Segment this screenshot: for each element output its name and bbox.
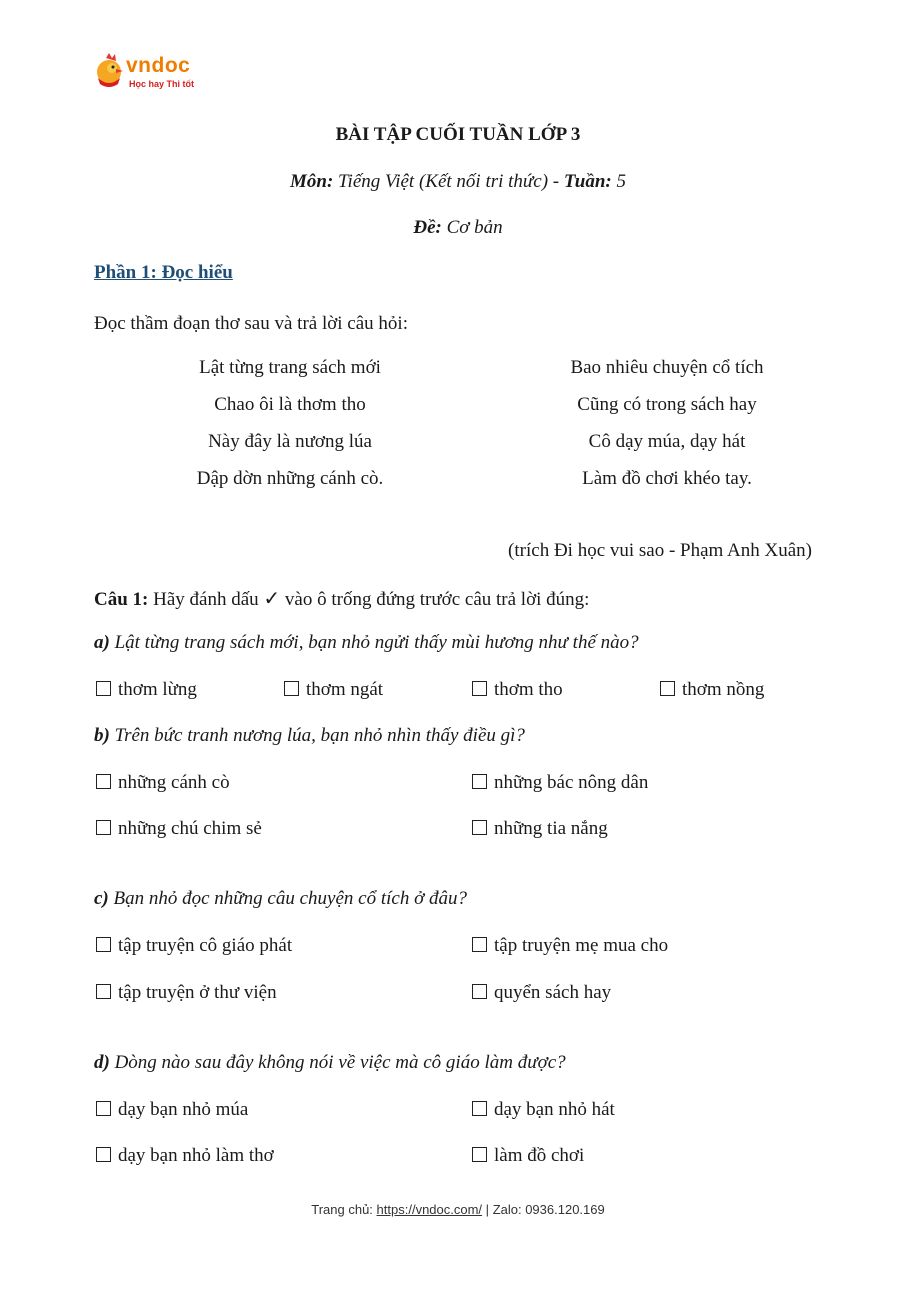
answer-option[interactable]: tập truyện mẹ mua cho (472, 935, 668, 957)
checkbox[interactable] (472, 1147, 487, 1162)
answer-option[interactable]: tập truyện cô giáo phát (96, 935, 292, 957)
checkbox[interactable] (472, 681, 487, 696)
answer-option[interactable]: thơm ngát (284, 679, 383, 701)
answer-option[interactable]: dạy bạn nhỏ múa (96, 1099, 248, 1121)
sub-question-b (94, 725, 525, 747)
checkbox[interactable] (96, 1147, 111, 1162)
answer-option[interactable]: dạy bạn nhỏ hát (472, 1099, 615, 1121)
page-footer (0, 1202, 916, 1217)
answer-option[interactable]: tập truyện ở thư viện (96, 982, 277, 1004)
subject-value: Tiếng Việt (Kết nối tri thức) - (338, 171, 560, 192)
answer-option[interactable]: những bác nông dân (472, 772, 648, 794)
homepage-link[interactable]: https://vndoc.com/ (376, 1202, 483, 1217)
week-value: 5 (616, 171, 626, 192)
poem-line: Lật từng trang sách mới (199, 357, 381, 378)
check-mark-icon: ✓ (263, 586, 281, 610)
sub-question-text: Bạn nhỏ đọc những câu chuyện cổ tích ở đâu? (113, 888, 467, 909)
logo-tagline: Học hay Thi tốt (129, 79, 194, 89)
sub-question-label: c) (94, 888, 109, 909)
level-value: Cơ bản (446, 217, 503, 238)
answer-option[interactable]: dạy bạn nhỏ làm thơ (96, 1145, 274, 1167)
sub-question-label: b) (94, 725, 110, 746)
footer-prefix: Trang chủ: (311, 1202, 373, 1217)
level-line (0, 217, 916, 239)
answer-option[interactable]: thơm nồng (660, 679, 764, 701)
answer-option[interactable]: quyển sách hay (472, 982, 611, 1004)
question-text-before: Hãy đánh dấu (153, 589, 259, 610)
worksheet-title: BÀI TẬP CUỐI TUẦN LỚP 3 (335, 124, 581, 145)
checkbox[interactable] (96, 820, 111, 835)
vndoc-logo (92, 52, 212, 94)
level-label: Đề: (413, 217, 442, 238)
poem-line: Chao ôi là thơm tho (214, 394, 366, 415)
checkbox[interactable] (472, 820, 487, 835)
checkbox[interactable] (96, 1101, 111, 1116)
poem-line: Cũng có trong sách hay (577, 394, 757, 415)
answer-option[interactable]: những chú chim sẻ (96, 818, 262, 840)
poem-line: Dập dờn những cánh cò. (196, 468, 384, 489)
checkbox[interactable] (660, 681, 675, 696)
sub-question-text: Lật từng trang sách mới, bạn nhỏ ngửi thấy mùi hương như thế nào? (114, 632, 639, 653)
answer-option[interactable]: thơm tho (472, 679, 563, 701)
answer-option[interactable]: thơm lừng (96, 679, 197, 701)
answer-option[interactable]: những tia nắng (472, 818, 608, 840)
sub-question-label: d) (94, 1052, 110, 1073)
sub-question-d (94, 1052, 566, 1074)
checkbox[interactable] (96, 984, 111, 999)
sub-question-text: Trên bức tranh nương lúa, bạn nhỏ nhìn thấy điều gì? (114, 725, 525, 746)
week-label: Tuần: (563, 171, 612, 192)
checkbox[interactable] (96, 774, 111, 789)
footer-separator: | (485, 1202, 490, 1217)
checkbox[interactable] (284, 681, 299, 696)
checkbox[interactable] (96, 937, 111, 952)
checkbox[interactable] (472, 937, 487, 952)
sub-question-label: a) (94, 632, 110, 653)
subject-line (0, 171, 916, 193)
question-text-after: vào ô trống đứng trước câu trả lời đúng: (284, 589, 590, 610)
logo-brand-text: vndoc (126, 54, 191, 77)
footer-zalo: Zalo: 0936.120.169 (492, 1202, 605, 1217)
sub-question-c (94, 888, 467, 910)
subject-label: Môn: (289, 171, 334, 192)
sub-question-text: Dòng nào sau đây không nói về việc mà cô giáo làm được? (114, 1052, 566, 1073)
section-title: Phần 1: Đọc hiểu (94, 262, 233, 283)
question-1-prompt (94, 586, 589, 611)
checkbox[interactable] (472, 1101, 487, 1116)
checkbox[interactable] (472, 774, 487, 789)
rooster-mascot-icon (92, 52, 126, 90)
answer-option[interactable]: những cánh cò (96, 772, 230, 794)
checkbox[interactable] (96, 681, 111, 696)
poem-line: Này đây là nương lúa (208, 431, 372, 452)
answer-option[interactable]: làm đồ chơi (472, 1145, 584, 1167)
sub-question-a (94, 632, 639, 654)
poem-source: (trích Đi học vui sao - Phạm Anh Xuân) (508, 540, 812, 561)
checkbox[interactable] (472, 984, 487, 999)
question-label: Câu 1: (94, 589, 149, 610)
poem-line: Làm đồ chơi khéo tay. (582, 468, 752, 489)
reading-instruction: Đọc thầm đoạn thơ sau và trả lời câu hỏi: (94, 313, 408, 334)
poem-line: Cô dạy múa, dạy hát (588, 431, 746, 452)
poem-line: Bao nhiêu chuyện cổ tích (570, 357, 764, 378)
